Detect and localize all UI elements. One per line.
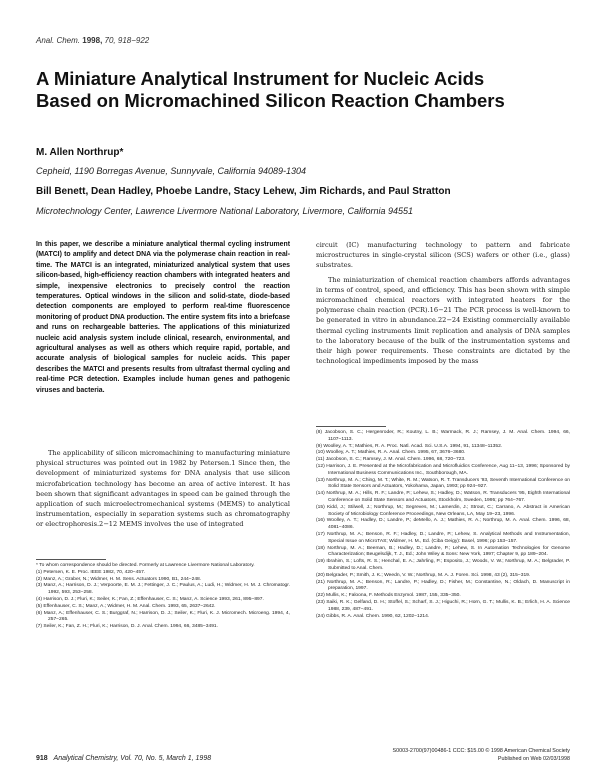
published-line: Published on Web 02/03/1998	[497, 755, 570, 762]
reference-item: (12) Harrison, J. E. Presented at the Microfabrication and Microfluidics Conference, Aug 11−13, 1996; Sponsored by International Business Communications Inc., Southborough, MA.	[316, 463, 570, 476]
reference-item: (19) Ibrahim, S.; Lofts, R. S.; Henchal, E. A.; Jahrling, P.; Esposito, J.; Woods, V. W.; Northrup, M. A.; Belgrader, P. Submitted to Anal. Chem.	[316, 559, 570, 571]
journal-header	[36, 36, 149, 45]
body-left-column	[36, 448, 290, 530]
reference-item: (1) Petersen, K. E. Proc. IEEE 1982, 70, 420−457.	[36, 569, 146, 575]
body-paragraph-continued: circuit (IC) manufacturing technology to pattern and fabricate microstructures in single-crystal silicon (SCS) wafers or other (i.e., glass) substrates.	[316, 241, 570, 270]
journal-citation: 70, 918−922	[104, 36, 150, 45]
affiliation-primary: Cepheid, 1190 Borregas Avenue, Sunnyvale, California 94089-1304	[36, 166, 307, 176]
body-paragraph-miniaturization: The miniaturization of chemical reaction chambers affords advantages in terms of control, speed, and efficiency. This has been shown with simple micromachined chemical reactors with integrated heaters for the polymerase chain reaction (PCR).16−21 The PCR process is well-known to be generated in vitro in abundance.22−24 Existing commercially available thermal cycling instruments limit replication and analysis of DNA samples to the laboratory because of the bulk of the instrumentation systems and their high power requirements. These constraints are dictated by the technological impediments imposed by the mass	[316, 275, 570, 366]
reference-item: * To whom correspondence should be directed. Formerly at Lawrence Livermore National Laboratory.	[36, 563, 255, 568]
reference-item: (4) Harrison, D. J.; Fluri, K.; Seiler, K.; Fan, Z.; Effenhauser, C. S.; Manz, A. Science 1993, 261, 895−897.	[36, 596, 264, 602]
reference-item: (16) Woolley, A. T.; Hadley, D.; Landre, P.; deMello, A. J.; Mathies, R. A.; Northrup, M. A. Anal. Chem. 1996, 68, 4081−4086.	[316, 518, 570, 531]
reference-item: (18) Northrup, M. A.; Beeman, B.; Hadley, D.; Landre, P.; Lehew, S. In Automation Technologies for Genome Characterization; Beugelsdijk, T. J., Ed.; John Wiley & Sons: New York, 1997; Chapter 9, pp 189−204.	[316, 545, 570, 558]
reference-item: (24) Gibbs, R. A. Anal. Chem. 1990, 62, 1202−1214.	[316, 613, 430, 619]
reference-item: (5) Effenhauser, C. S.; Manz, A.; Widmer, H. M. Anal. Chem. 1993, 65, 2637−2642.	[36, 603, 216, 609]
author-list: Bill Benett, Dean Hadley, Phoebe Landre, Stacy Lehew, Jim Richards, and Paul Stratton	[36, 186, 451, 197]
reference-item: (13) Northrup, M. A.; Ching, M. T.; White, R. M.; Watson, R. T. Transducers '93, Seventh International Conference on Solid State Sensors and Actuators, Yokohama, Japan, 1993; pp 924−927.	[316, 477, 570, 490]
reference-item: (14) Northrup, M. A.; Hills, R. F.; Landre, P.; Lehew, S.; Hadley, D.; Watson, R. Transducers '95, Eighth International Conference on Solid State Sensors and Actuators, Stockholm, Sweden, 1995; pp 764−767.	[316, 491, 570, 503]
footnote-divider-left	[36, 559, 106, 560]
reference-item: (6) Manz, A.; Effenhauser, C. S.; Burggraf, N.; Harrison, D. J.; Seiler, K.; Fluri, K. J. Micromech. Microeng. 1994, 4, 257−265.	[36, 610, 290, 623]
reference-item: (23) Saiki, R. K.; Gelfand, D. H.; Stoffel, S.; Scharf, S. J.; Higuchi, R.; Horn, G. T.; Mullis, K. B.; Erlich, H. A. Science 1988, 239, 487−491.	[316, 599, 570, 612]
reference-item: (7) Seiler, K.; Fan, Z. H.; Fluri, K.; Harrison, D. J. Anal. Chem. 1994, 66, 3485−3491.	[36, 624, 218, 630]
journal-year: 1998,	[82, 36, 103, 45]
paper-title: A Miniature Analytical Instrument for Nucleic Acids Based on Micromachined Silicon Reaction Chambers	[36, 68, 505, 111]
journal-name: Anal. Chem.	[36, 36, 81, 45]
reference-item: (22) Mullis, K.; Faloona, F. Methods Enzymol. 1987, 155, 335−350.	[316, 593, 461, 599]
reference-item: (9) Woolley, A. T.; Mathies, R. A. Proc. Natl. Acad. Sci. U.S.A. 1994, 91, 11348−11352.	[316, 443, 503, 449]
reference-item: (2) Manz, A.; Graber, N.; Widmer, H. M. Sens. Actuators 1990, B1, 244−248.	[36, 576, 202, 582]
body-paragraph-intro: The applicability of silicon micromachining to manufacturing miniature physical structures was pointed out in 1982 by Petersen.1 Since then, the development of miniaturized systems for DNA analysis that use silicon microfabrication technology has become an area of active interest. It has been shown that significant advantages in speed can be gained through the application of such microelectromechanical systems (MEMS) to analytical instrumentation, especially in separation systems such as chromatography or electrophoresis.2−12 MEMS involves the use of integrated	[36, 449, 290, 529]
reference-item: (17) Northrup, M. A.; Benson, R. F.; Hadley, D.; Landre, P.; Lehew, S. Analytical Methods and Instrumentation, Special Issue on MicroTAS; Widmer, H. M., Ed. (Ciba Geigy): Basel, 1996; pp 153−157.	[316, 531, 570, 544]
reference-item: (21) Northrup, M. A.; Benson, R.; Landre, P.; Hadley, D.; Fisher, M.; Constantine, N.; Oldach, D. Manuscript in preparation, 1997.	[316, 579, 570, 592]
page-footer-right	[358, 748, 570, 763]
author-primary: M. Allen Northrup*	[36, 147, 124, 158]
references-left	[36, 563, 290, 631]
page-footer-left	[36, 755, 211, 762]
reference-item: (20) Belgrader, P.; Smith, J. K.; Weedn, V. W.; Northrup, M. A. J. Foren. Sci. 1998, 43 (2), 315−319.	[316, 572, 531, 578]
reference-item: (11) Jacobson, S. C.; Ramsey, J. M. Anal. Chem. 1996, 68, 720−723.	[316, 457, 466, 463]
reference-item: (3) Manz, A.; Harrison, D. J.; Verpoorte, E. M. J.; Fettinger, J. C.; Paulus, A.; Ludi, H.; Widmer, H. M. J. Chromatogr. 1992, 593, 253−258.	[36, 583, 290, 596]
reference-item: (8) Jacobson, S. C.; Hergenroder, R.; Koutny, L. B.; Warmack, R. J.; Ramsey, J. M. Anal. Chem. 1994, 66, 1107−1113.	[316, 430, 570, 442]
reference-item: (15) Kidd, J.; Stilwell, J.; Northrup, M.; Segreves, M.; Lamerdin, J.; Strout, C.; Carrano, A. Abstract in American Society of Microbiology Conference Proceedings, New Orleans, LA, May 19−23, 1996.	[316, 504, 570, 517]
footnote-divider-right	[316, 426, 386, 427]
body-right-column	[316, 240, 570, 366]
affiliation-secondary: Microtechnology Center, Lawrence Livermore National Laboratory, Livermore, California 94551	[36, 206, 414, 216]
page-number: 918	[36, 755, 48, 762]
journal-issue: Analytical Chemistry, Vol. 70, No. 5, March 1, 1998	[53, 755, 212, 762]
references-right	[316, 430, 570, 620]
copyright-line: S0003-2700(97)00486-1 CCC: $15.00 © 1998 American Chemical Society	[392, 748, 570, 754]
reference-item: (10) Woolley, A. T.; Mathies, R. A. Anal. Chem. 1995, 67, 3676−3680.	[316, 450, 466, 456]
abstract: In this paper, we describe a miniature analytical thermal cycling instrument (MATCI) to amplify and detect DNA via the polymerase chain reaction in real-time. The MATCI is an integrated, miniaturized analytical system that uses silicon-based, high-efficiency reaction chambers with integrated heaters and simple, inexpensive electronics to precisely control the reaction temperatures. Optical windows in the silicon and solid-state, diode-based detection components are employed to perform real-time fluorescence monitoring of product DNA production. The entire system fits into a briefcase and runs on rechargeable batteries. The applications of this miniaturized nucleic acid analysis system include clinical, research, environmental, and agricultural analyses as well as others which require rapid, portable, and accurate analysis of biological samples for nucleic acids. This paper describes the MATCI and presents results from ultrafast thermal cycling and real-time PCR detection. Examples include human genes and pathogenic viruses and bacteria.	[36, 241, 290, 394]
